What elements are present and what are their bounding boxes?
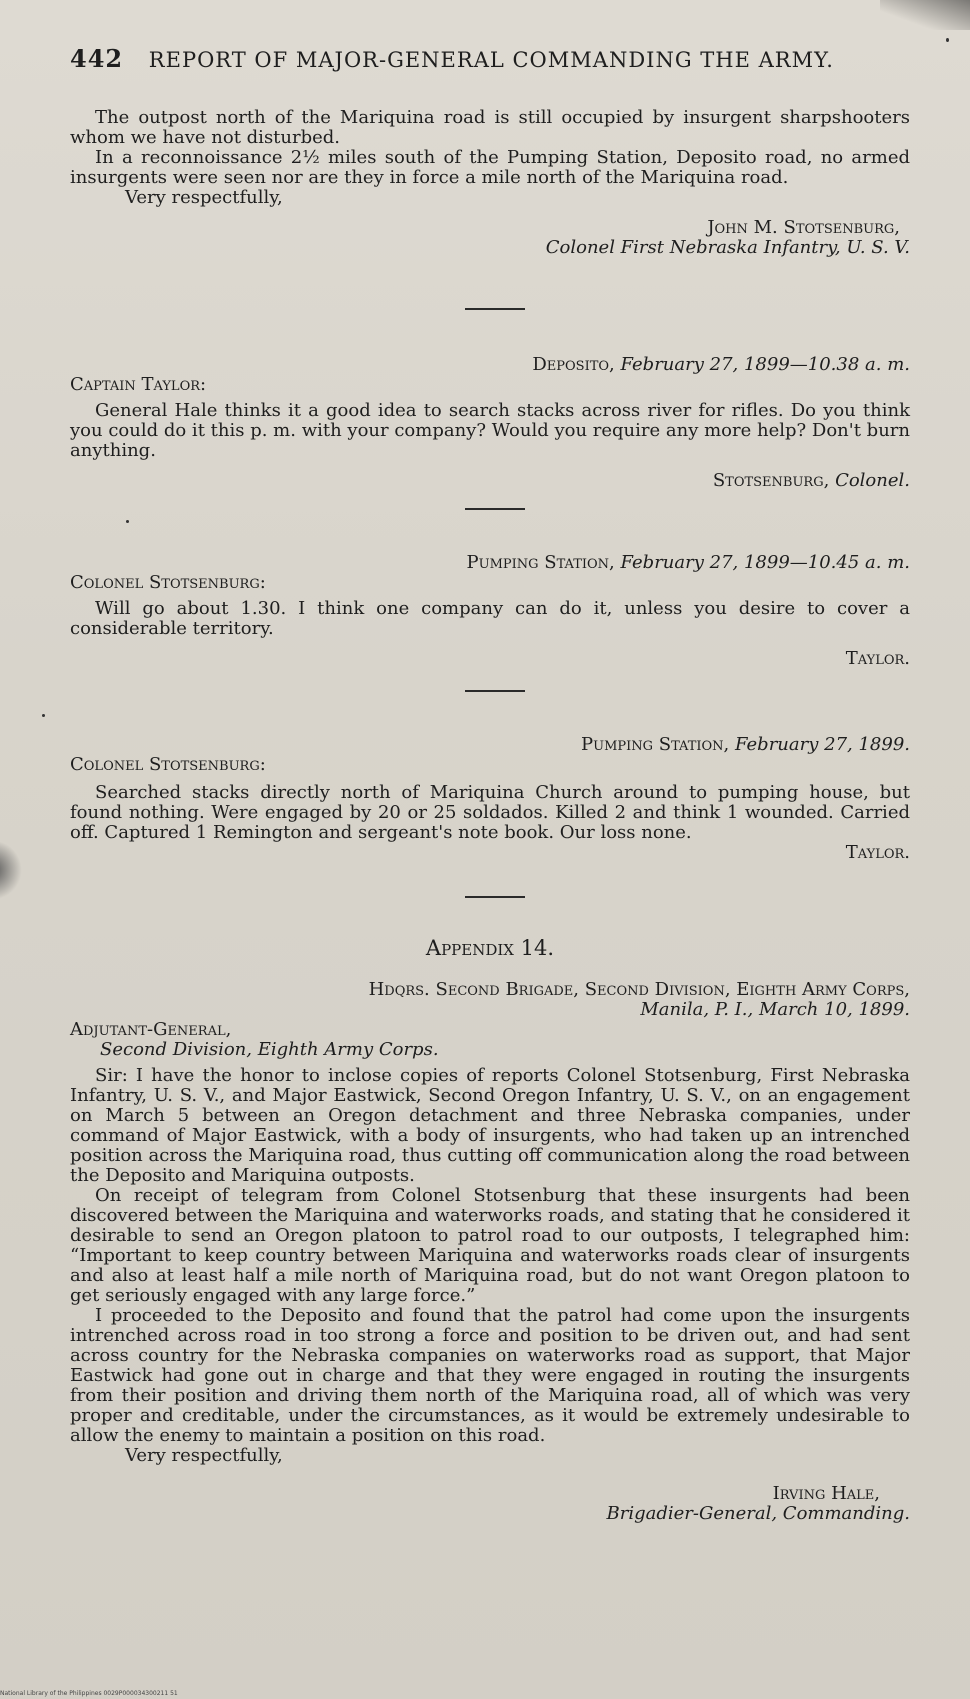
appendix-place-date: Manila, P. I., March 10, 1899. [640,999,910,1020]
appendix-heading: Appendix 14. [425,936,555,960]
intro-signer-title: Colonel First Nebraska Infantry, U. S. V. [545,237,910,258]
intro-paragraph-2: In a reconnoissance 2½ miles south of the Pumping Station, Deposito road, no armed insurgents were seen nor are they in force a mile north of the Mariquina road. [70,147,910,188]
message-1-signature: Stotsenburg, Colonel. [712,470,910,491]
message-3-signature: Taylor. [845,842,910,863]
appendix-closing: Very respectfully, [125,1445,283,1466]
appendix-addressee: Adjutant-General, [70,1019,232,1040]
message-1 [70,355,910,491]
page-number: 442 [70,44,124,73]
message-1-dateline: Deposito, February 27, 1899—10.38 a. m. [532,354,910,375]
message-2-dateline: Pumping Station, February 27, 1899—10.45 a. m. [466,552,910,573]
section-divider [465,508,525,510]
appendix-paragraph-3: I proceeded to the Deposito and found that the patrol had come upon the insurgents intrenched across road in too strong a force and position to be driven out, and had sent across country for the Nebraska companies on waterworks road as support, that Major Eastwick had gone out in charge and that they were engaged in routing the insurgents from their position and driving them north of the Mariquina road, all of which was very proper and creditable, under the circumstances, as it would be extremely undesirable to allow the enemy to maintain a position on this road. [70,1305,910,1446]
scan-corner-shadow [880,0,970,30]
message-2-signature: Taylor. [845,648,910,669]
section-divider [465,690,525,692]
running-header [70,44,910,73]
section-divider [465,308,525,310]
message-3 [70,735,910,863]
message-1-body: General Hale thinks it a good idea to search stacks across river for rifles. Do you think you could do it this p. m. with your company? Would you require any more help? Don't burn anything. [70,400,910,461]
message-3-body: Searched stacks directly north of Mariquina Church around to pumping house, but found nothing. Were engaged by 20 or 25 soldados. Killed 2 and think 1 wounded. Carried off. Captured 1 Remington and sergeant's note book. Our loss none. [70,782,910,843]
scan-speck [42,714,45,717]
intro-closing: Very respectfully, [125,187,283,208]
appendix-signer-title: Brigadier-General, Commanding. [606,1503,910,1524]
appendix-addressee-unit: Second Division, Eighth Army Corps. [100,1039,439,1060]
scan-speck [946,38,949,42]
message-2-body: Will go about 1.30. I think one company can do it, unless you desire to cover a considerable territory. [70,598,910,639]
message-2 [70,553,910,669]
message-1-salutation: Captain Taylor: [70,374,207,395]
section-divider [465,896,525,898]
scan-footer: National Library of the Philippines 0029P000034300211 51 [0,1690,178,1697]
message-2-salutation: Colonel Stotsenburg: [70,572,266,593]
intro-paragraph-1: The outpost north of the Mariquina road is still occupied by insurgent sharpshooters whom we have not disturbed. [70,107,910,148]
appendix-14 [70,938,910,1524]
intro-section [70,108,910,258]
intro-signer-name: John M. Stotsenburg, [707,217,900,238]
appendix-paragraph-1: Sir: I have the honor to inclose copies of reports Colonel Stotsenburg, First Nebraska Infantry, U. S. V., and Major Eastwick, Second Oregon Infantry, U. S. V., on an engagement on March 5 between an Oregon detachment and three Nebraska companies, under command of Major Eastwick, with a body of insurgents, who had taken up an intrenched position across the Mariquina road, thus cutting off communication along the road between the Deposito and Mariquina outposts. [70,1065,910,1186]
message-3-dateline: Pumping Station, February 27, 1899. [581,734,910,755]
running-title: REPORT OF MAJOR-GENERAL COMMANDING THE ARMY. [148,48,834,72]
appendix-paragraph-2: On receipt of telegram from Colonel Stotsenburg that these insurgents had been discovered between the Mariquina and waterworks roads, and stating that he considered it desirable to send an Oregon platoon to patrol road to our outposts, I telegraphed him: “Important to keep country between Mariquina and waterworks roads clear of insurgents and also at least half a mile north of Mariquina road, but do not want Oregon platoon to get seriously engaged with any large force.” [70,1185,910,1306]
scan-speck [126,520,129,523]
message-3-salutation: Colonel Stotsenburg: [70,754,266,775]
scan-thumb-shadow [0,840,22,900]
appendix-hq-line: Hdqrs. Second Brigade, Second Division, Eighth Army Corps, [368,979,910,1000]
appendix-signer-name: Irving Hale, [772,1483,880,1504]
